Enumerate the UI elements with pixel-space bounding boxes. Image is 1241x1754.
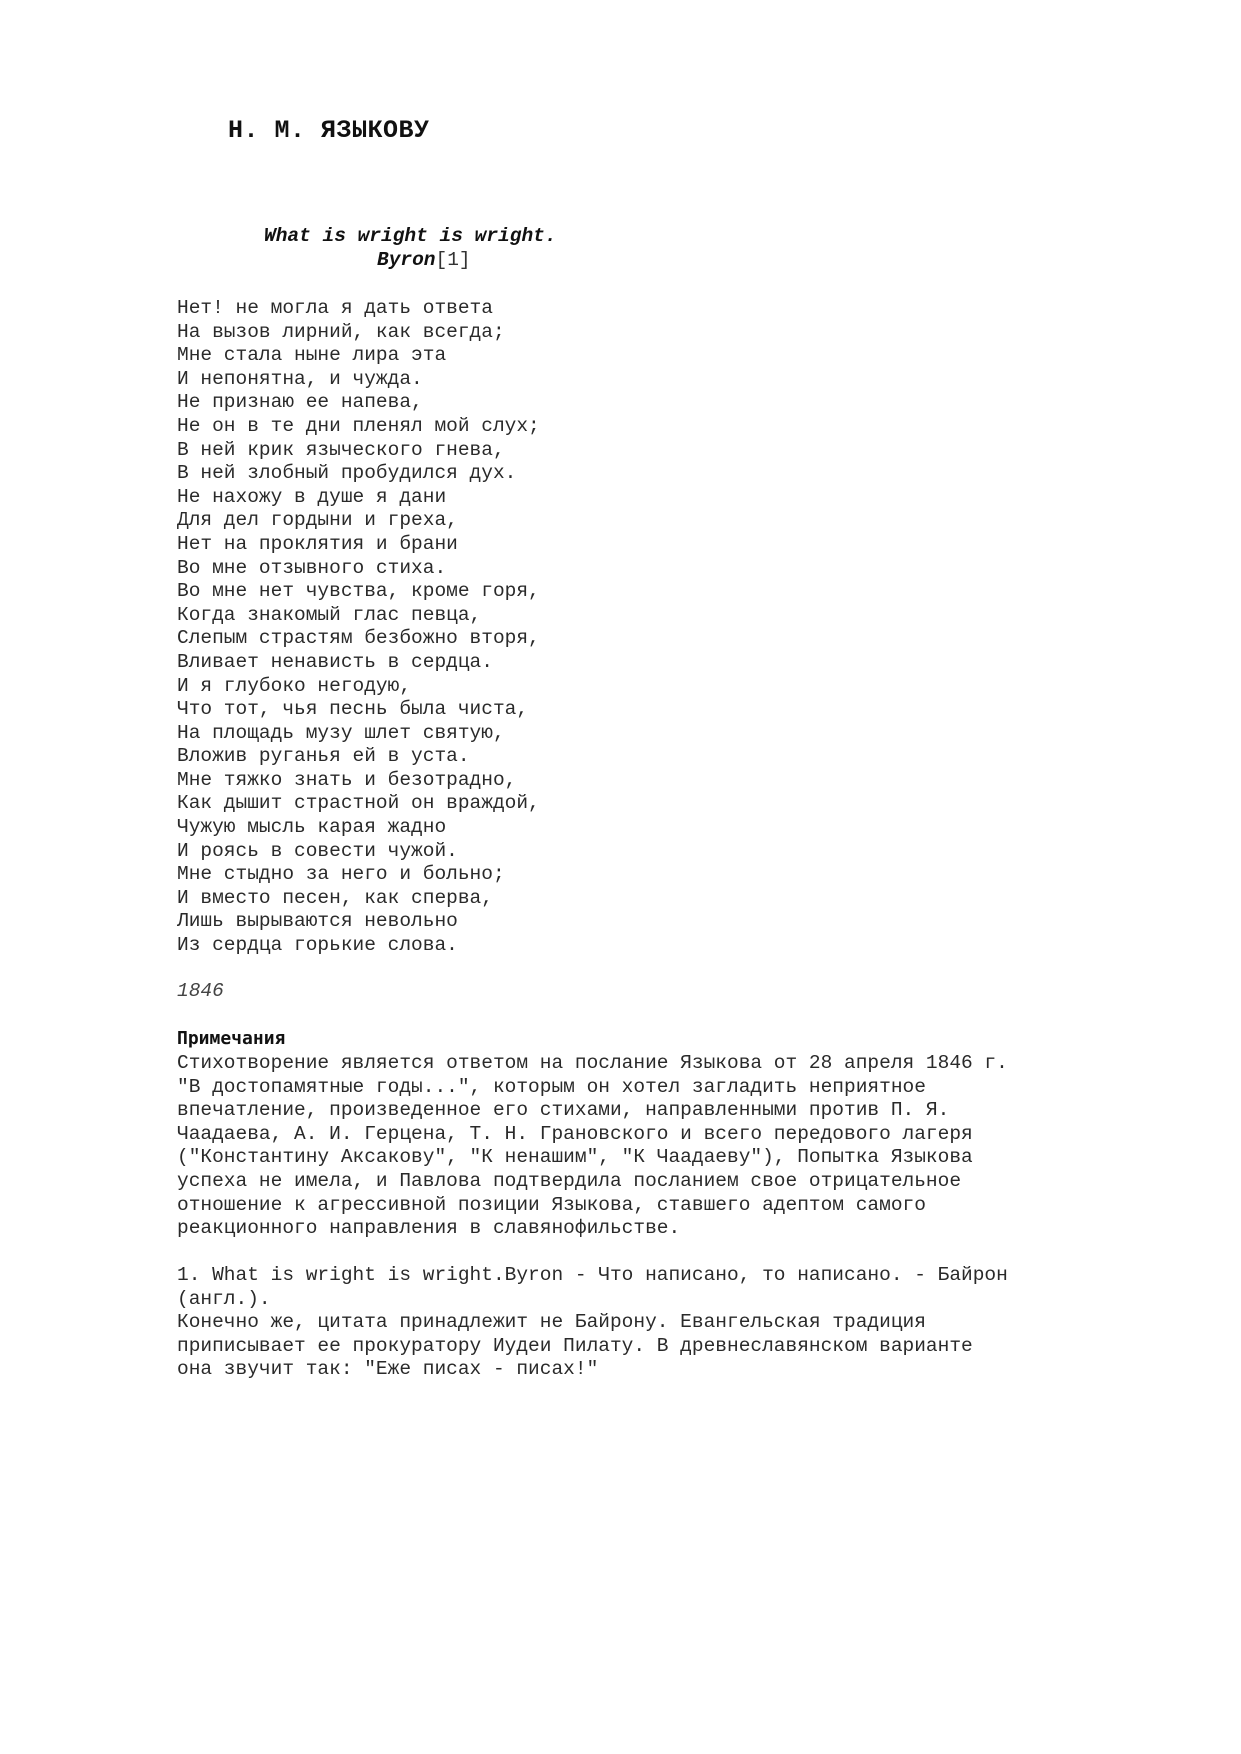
footnote-line: Конечно же, цитата принадлежит не Байрону. Евангельская традиция — [177, 1311, 926, 1334]
poem-line: Во мне отзывного стиха. — [177, 556, 447, 579]
poem-body — [177, 297, 540, 958]
poem-line: В ней злобный пробудился дух. — [177, 462, 517, 485]
footnote-reference-link[interactable]: [1] — [435, 249, 471, 271]
poem-line: Когда знакомый глас певца, — [177, 603, 482, 626]
poem-line: На вызов лирний, как всегда; — [177, 320, 505, 343]
poem-line: Что тот, чья песнь была чиста, — [177, 698, 529, 721]
notes-line: ("Константину Аксакову", "К ненашим", "К Чаадаеву"), Попытка Языкова — [177, 1146, 973, 1169]
notes-body — [177, 1052, 1077, 1241]
notes-line: успеха не имела, и Павлова подтвердила посланием свое отрицательное — [177, 1169, 962, 1192]
notes-heading: Примечания — [177, 1028, 286, 1049]
poem-line: И непонятна, и чужда. — [177, 367, 423, 390]
notes-line: Стихотворение является ответом на послание Языкова от 28 апреля 1846 г. — [177, 1052, 1008, 1074]
epigraph — [264, 224, 557, 272]
poem-line: В ней крик языческого гнева, — [177, 438, 505, 461]
footnote-line: приписывает ее прокуратору Иудеи Пилату. В древнеславянском варианте — [177, 1334, 973, 1357]
epigraph-author: Byron — [377, 249, 436, 271]
poem-line: И вместо песен, как сперва, — [177, 886, 493, 909]
footnote-1 — [177, 1264, 1008, 1382]
poem-line: Не нахожу в душе я дани — [177, 485, 447, 508]
poem-line: Нет! не могла я дать ответа — [177, 297, 493, 319]
epigraph-text: What is wright is wright. — [264, 225, 557, 247]
poem-line: Нет на проклятия и брани — [177, 532, 458, 555]
poem-line: Лишь вырываются невольно — [177, 910, 458, 933]
poem-line: Во мне нет чувства, кроме горя, — [177, 580, 540, 603]
poem-line: Чужую мысль карая жадно — [177, 816, 447, 839]
poem-line: На площадь музу шлет святую, — [177, 721, 505, 744]
poem-line: Из сердца горькие слова. — [177, 934, 458, 957]
poem-line: И роясь в совести чужой. — [177, 839, 458, 862]
notes-line: "В достопамятные годы...", которым он хотел загладить неприятное — [177, 1075, 926, 1098]
epigraph-attribution — [377, 248, 557, 272]
footnote-line: она звучит так: "Еже писах - писах!" — [177, 1358, 599, 1381]
footnote-line: 1. What is wright is wright.Byron - Что написано, то написано. - Байрон — [177, 1264, 1008, 1286]
footnote-line: (англ.). — [177, 1287, 271, 1310]
notes-line: впечатление, произведенное его стихами, направленными против П. Я. — [177, 1099, 950, 1122]
notes-line: реакционного направления в славянофильстве. — [177, 1217, 681, 1240]
poem-line: Мне тяжко знать и безотрадно, — [177, 768, 517, 791]
notes-line: отношение к агрессивной позиции Языкова, ставшего адептом самого — [177, 1193, 926, 1216]
poem-line: Мне стыдно за него и больно; — [177, 863, 505, 886]
poem-line: Как дышит страстной он враждой, — [177, 792, 540, 815]
poem-line: И я глубоко негодую, — [177, 674, 412, 697]
poem-line: Слепым страстям безбожно вторя, — [177, 627, 540, 650]
poem-line: Не признаю ее напева, — [177, 391, 423, 414]
poem-line: Для дел гордыни и греха, — [177, 509, 458, 532]
poem-line: Мне стала ныне лира эта — [177, 344, 447, 367]
poem-year: 1846 — [177, 980, 224, 1002]
poem-line: Вложив руганья ей в уста. — [177, 745, 470, 768]
notes-line: Чаадаева, А. И. Герцена, Т. Н. Грановского и всего передового лагеря — [177, 1122, 973, 1145]
poem-title: Н. М. ЯЗЫКОВУ — [228, 116, 430, 145]
poem-line: Вливает ненависть в сердца. — [177, 650, 493, 673]
poem-line: Не он в те дни пленял мой слух; — [177, 414, 540, 437]
